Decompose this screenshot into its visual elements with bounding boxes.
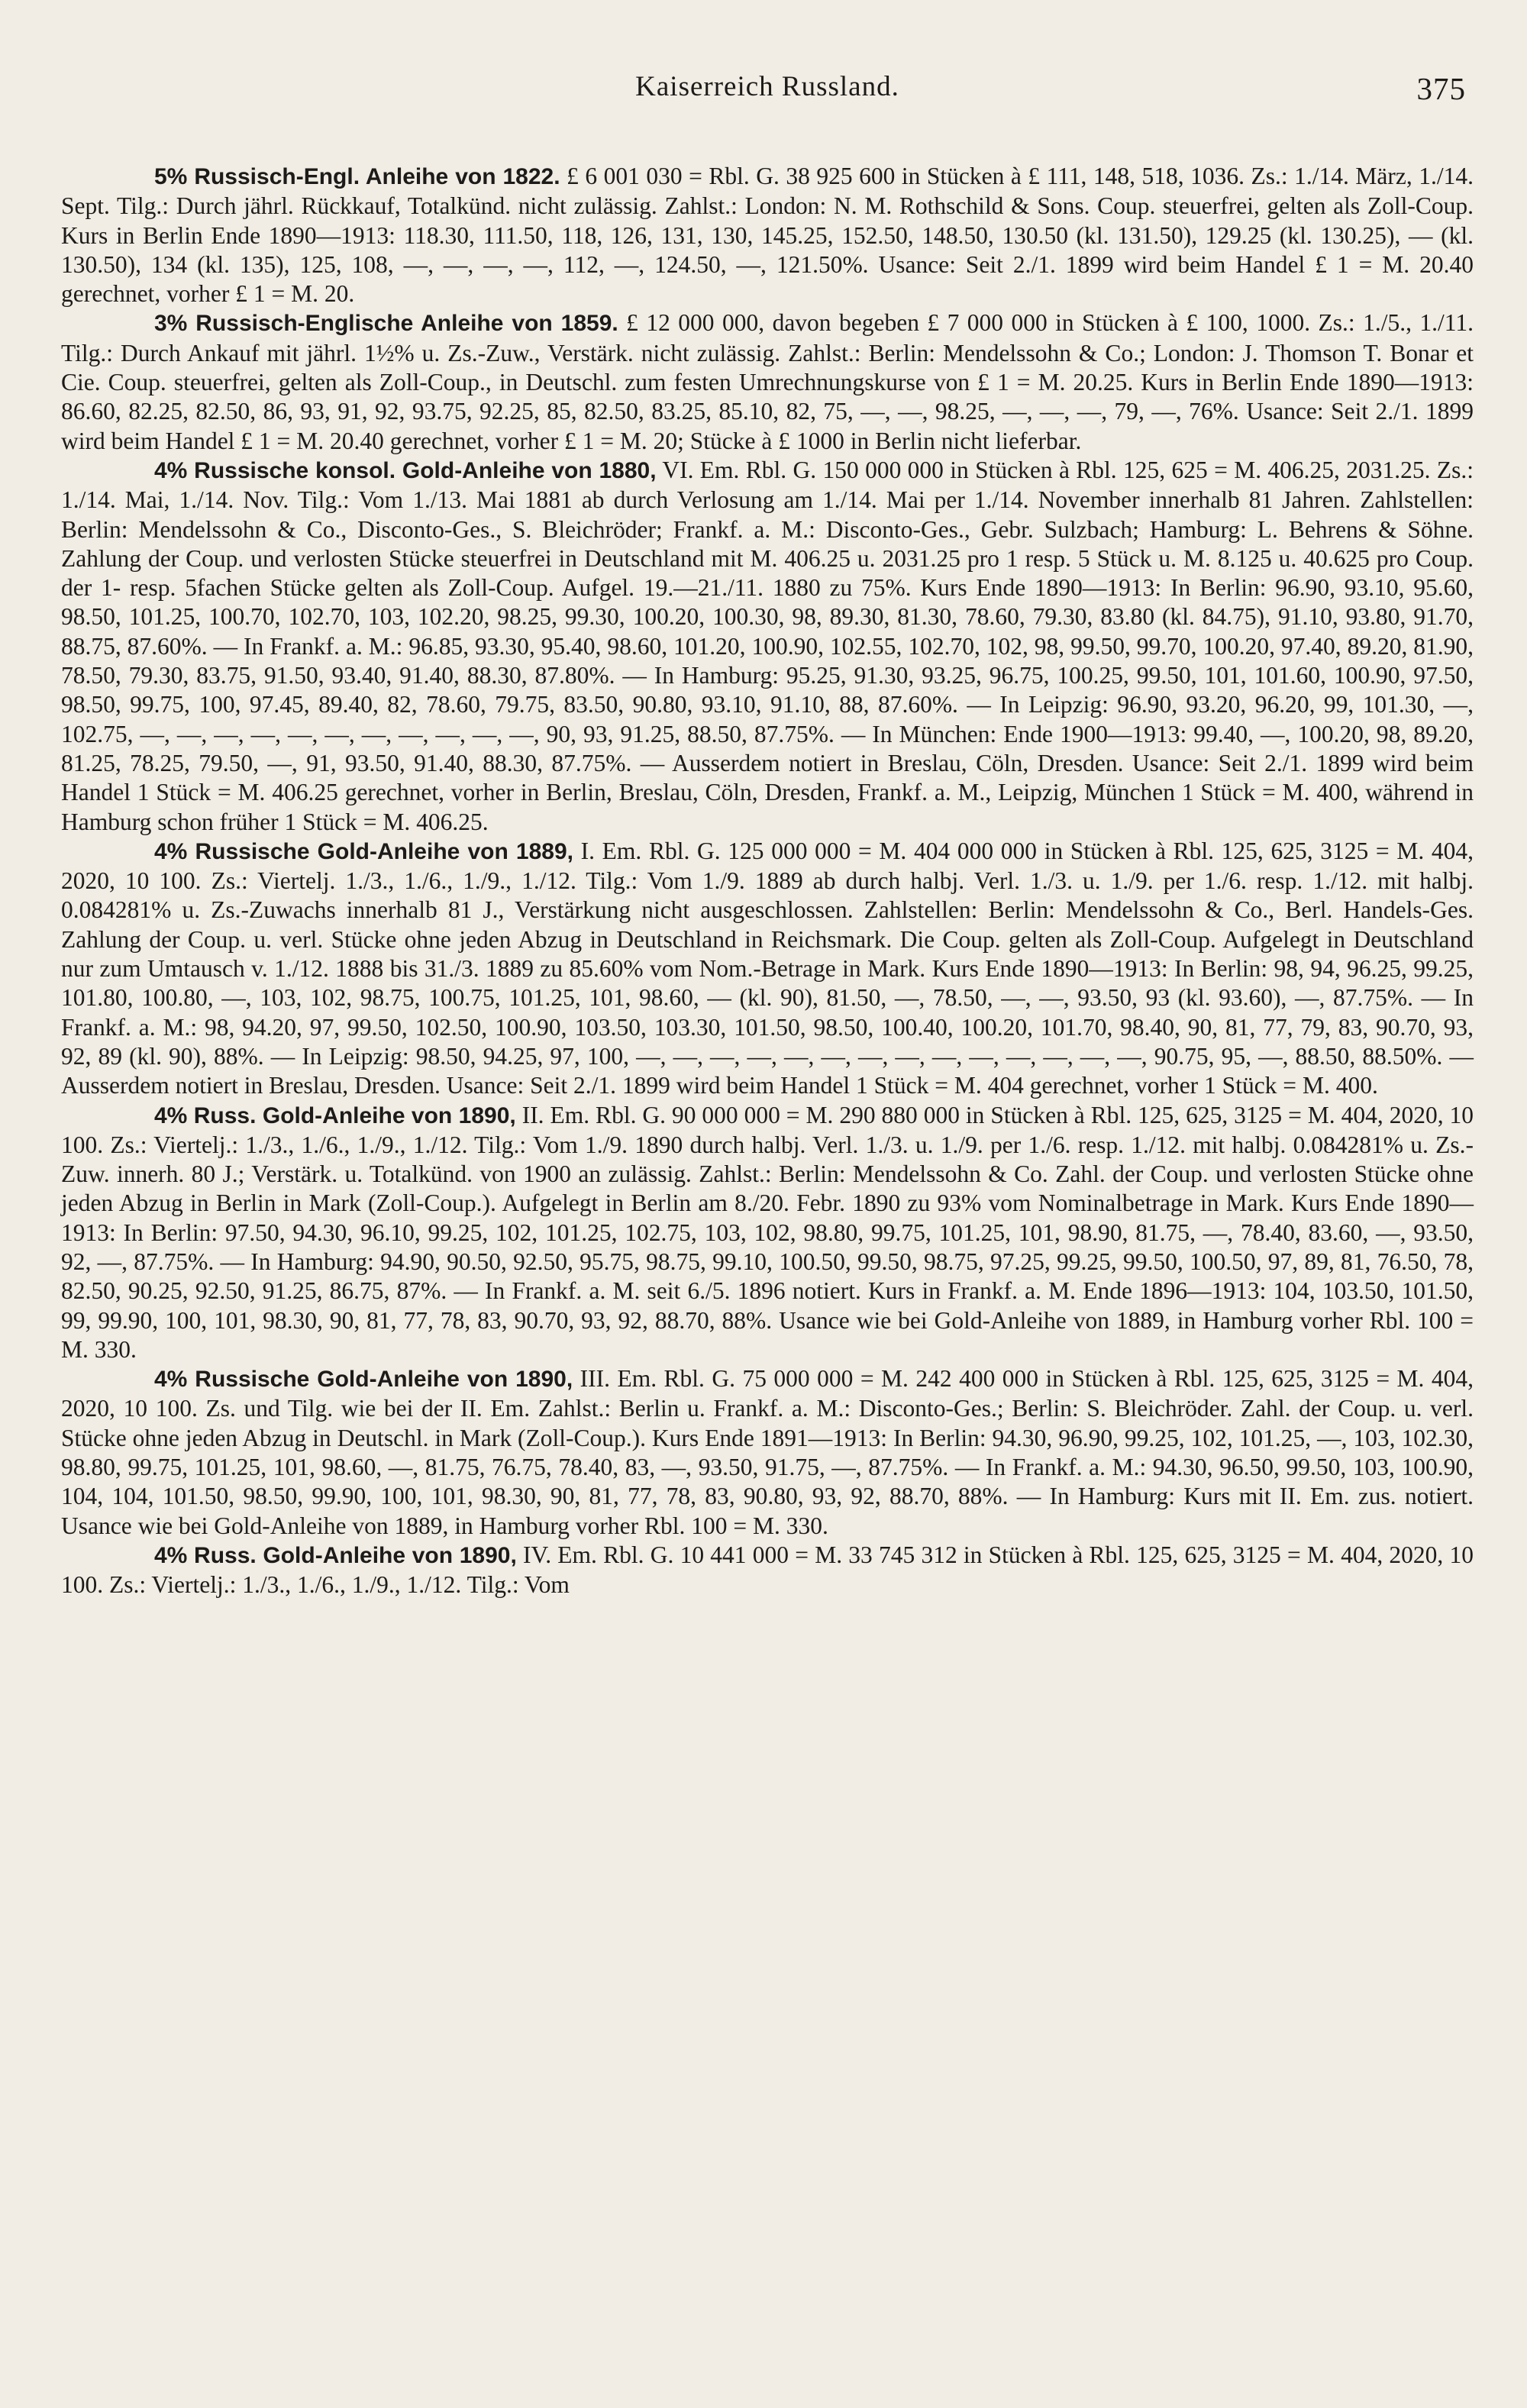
entry-heading: 5% Russisch-Engl. Anleihe von 1822.	[154, 164, 560, 189]
bond-entry-1880	[61, 456, 1474, 837]
entry-text: £ 12 000 000, davon begeben £ 7 000 000 in Stücken à £ 100, 1000. Zs.: 1./5., 1./11. Tilg.: Durch Ankauf mit jährl. 1½% u. Zs.-Zuw., Verstärk. nicht zulässig. Zahlst.: Berlin: Mendelssohn & Co.; London: J. Thomson T. Bonar et Cie. Coup. steuerfrei, gelten als Zoll-Coup., in Deutschl. zum festen Umrechnungskurse von £ 1 = M. 20.25. Kurs in Berlin Ende 1890—1913: 86.60, 82.25, 82.50, 86, 93, 91, 92, 93.75, 92.25, 85, 82.50, 83.25, 85.10, 82, 75, —, —, 98.25, —, —, —, 79, —, 76%. Usance: Seit 2./1. 1899 wird beim Handel £ 1 = M. 20.40 gerechnet, vorher £ 1 = M. 20; Stücke à £ 1000 in Berlin nicht lieferbar.	[61, 309, 1474, 454]
entry-heading: 4% Russische Gold-Anleihe von 1889,	[154, 838, 573, 864]
entry-text: III. Em. Rbl. G. 75 000 000 = M. 242 400 000 in Stücken à Rbl. 125, 625, 3125 = M. 404, 2020, 10 100. Zs. und Tilg. wie bei der II. Em. Zahlst.: Berlin u. Frankf. a. M.: Disconto-Ges.; Berlin: S. Bleichröder. Zahl. der Coup. u. verl. Stücke ohne jeden Abzug in Deutschl. in Mark (Zoll-Coup.). Kurs Ende 1891—1913: In Berlin: 94.30, 96.90, 99.25, 102, 101.25, —, 103, 102.30, 98.80, 99.75, 101.25, 101, 98.60, —, 81.75, 76.75, 78.40, 83, —, 93.50, 91.75, —, 87.75%. — In Frankf. a. M.: 94.30, 96.50, 99.50, 103, 100.90, 104, 104, 101.50, 98.50, 99.90, 100, 101, 98.30, 90, 81, 77, 78, 83, 90.80, 93, 92, 88.70, 88%. — In Hamburg: Kurs mit II. Em. zus. notiert. Usance wie bei Gold-Anleihe von 1889, in Hamburg vorher Rbl. 100 = M. 330.	[61, 1365, 1474, 1539]
bond-entry-1890-iii	[61, 1364, 1474, 1541]
bond-entry-1859	[61, 308, 1474, 455]
entry-text: VI. Em. Rbl. G. 150 000 000 in Stücken à Rbl. 125, 625 = M. 406.25, 2031.25. Zs.: 1./14. Mai, 1./14. Nov. Tilg.: Vom 1./13. Mai 1881 ab durch Verlosung am 1./14. Mai per 1./14. November innerhalb 81 Jahren. Zahlstellen: Berlin: Mendelssohn & Co., Disconto-Ges., S. Bleichröder; Frankf. a. M.: Disconto-Ges., Gebr. Sulzbach; Hamburg: L. Behrens & Söhne. Zahlung der Coup. und verlosten Stücke steuerfrei in Deutschland mit M. 406.25 u. 2031.25 pro 1 resp. 5 Stück u. M. 8.125 u. 40.625 pro Coup. der 1- resp. 5fachen Stücke gelten als Zoll-Coup. Aufgel. 19.—21./11. 1880 zu 75%. Kurs Ende 1890—1913: In Berlin: 96.90, 93.10, 95.60, 98.50, 101.25, 100.70, 102.70, 103, 102.20, 98.25, 99.30, 100.20, 100.30, 98, 89.30, 81.30, 78.60, 79.30, 83.80 (kl. 84.75), 91.10, 93.80, 91.70, 88.75, 87.60%. — In Frankf. a. M.: 96.85, 93.30, 95.40, 98.60, 101.20, 100.90, 102.55, 102.70, 102, 98, 99.50, 99.70, 100.20, 97.40, 89.20, 81.90, 78.50, 79.30, 83.75, 91.50, 93.40, 91.40, 88.30, 87.80%. — In Hamburg: 95.25, 91.30, 93.25, 96.75, 100.25, 99.50, 101, 101.60, 100.90, 97.50, 98.50, 99.75, 100, 97.45, 89.40, 82, 78.60, 79.75, 83.50, 90.80, 93.10, 91.10, 88, 87.60%. — In Leipzig: 96.90, 93.20, 96.20, 99, 101.30, —, 102.75, —, —, —, —, —, —, —, —, —, —, —, 90, 93, 91.25, 88.50, 87.75%. — In München: Ende 1900—1913: 99.40, —, 100.20, 98, 89.20, 81.25, 78.25, 79.50, —, 91, 93.50, 91.40, 88.30, 87.75%. — Ausserdem notiert in Breslau, Cöln, Dresden. Usance: Seit 2./1. 1899 wird beim Handel 1 Stück = M. 406.25 gerechnet, vorher in Berlin, Breslau, Cöln, Dresden, Frankf. a. M., Leipzig, München 1 Stück = M. 400, während in Hamburg schon früher 1 Stück = M. 406.25.	[61, 456, 1474, 835]
bond-entry-1889	[61, 837, 1474, 1101]
chapter-title: Kaiserreich Russland.	[635, 71, 899, 102]
entry-text: £ 6 001 030 = Rbl. G. 38 925 600 in Stücken à £ 111, 148, 518, 1036. Zs.: 1./14. März, 1./14. Sept. Tilg.: Durch jährl. Rückkauf, Totalkünd. nicht zulässig. Zahlst.: London: N. M. Rothschild & Sons. Coup. steuerfrei, gelten als Zoll-Coup. Kurs in Berlin Ende 1890—1913: 118.30, 111.50, 118, 126, 131, 130, 145.25, 152.50, 148.50, 130.50 (kl. 131.50), 129.25 (kl. 130.25), — (kl. 130.50), 134 (kl. 135), 125, 108, —, —, —, —, 112, —, 124.50, —, 121.50%. Usance: Seit 2./1. 1899 wird beim Handel £ 1 = M. 20.40 gerechnet, vorher £ 1 = M. 20.	[61, 163, 1474, 308]
entry-text: IV. Em. Rbl. G. 10 441 000 = M. 33 745 312 in Stücken à Rbl. 125, 625, 3125 = M. 404, 2020, 10 100. Zs.: Viertelj.: 1./3., 1./6., 1./9., 1./12. Tilg.: Vom	[61, 1541, 1474, 1599]
bond-entry-1822	[61, 162, 1474, 308]
bond-entry-1890-ii	[61, 1101, 1474, 1365]
running-header	[61, 70, 1474, 116]
bond-entry-1890-iv	[61, 1541, 1474, 1600]
entry-text: I. Em. Rbl. G. 125 000 000 = M. 404 000 000 in Stücken à Rbl. 125, 625, 3125 = M. 404, 2020, 10 100. Zs.: Viertelj. 1./3., 1./6., 1./9., 1./12. Tilg.: Vom 1./9. 1889 ab durch halbj. Verl. 1./3. u. 1./9. per 1./6. resp. 1./12. mit halbj. 0.084281% u. Zs.-Zuwachs innerhalb 81 J., Verstärkung nicht ausgeschlossen. Zahlstellen: Berlin: Mendelssohn & Co., Berl. Handels-Ges. Zahlung der Coup. u. verl. Stücke ohne jeden Abzug in Deutschland in Reichsmark. Die Coup. gelten als Zoll-Coup. Aufgelegt in Deutschland nur zum Umtausch v. 1./12. 1888 bis 31./3. 1889 zu 85.60% vom Nom.-Betrage in Mark. Kurs Ende 1890—1913: In Berlin: 98, 94, 96.25, 99.25, 101.80, 100.80, —, 103, 102, 98.75, 100.75, 101.25, 101, 98.60, — (kl. 90), 81.50, —, 78.50, —, —, 93.50, 93 (kl. 93.60), —, 87.75%. — In Frankf. a. M.: 98, 94.20, 97, 99.50, 102.50, 100.90, 103.50, 103.30, 101.50, 98.50, 100.40, 100.20, 101.70, 98.40, 90, 81, 77, 79, 83, 90.70, 93, 92, 89 (kl. 90), 88%. — In Leipzig: 98.50, 94.25, 97, 100, —, —, —, —, —, —, —, —, —, —, —, —, —, —, 90.75, 95, —, 88.50, 88.50%. — Ausserdem notiert in Breslau, Dresden. Usance: Seit 2./1. 1899 wird beim Handel 1 Stück = M. 404 gerechnet, vorher 1 Stück = M. 400.	[61, 837, 1474, 1099]
entry-heading: 3% Russisch-Englische Anleihe von 1859.	[154, 311, 618, 337]
page-body	[61, 162, 1474, 1600]
entry-heading: 4% Russ. Gold-Anleihe von 1890,	[154, 1542, 517, 1568]
page-number: 375	[1416, 71, 1466, 106]
entry-heading: 4% Russische Gold-Anleihe von 1890,	[154, 1367, 573, 1393]
entry-heading: 4% Russische konsol. Gold-Anleihe von 1880,	[154, 457, 657, 483]
entry-heading: 4% Russ. Gold-Anleihe von 1890,	[154, 1102, 516, 1128]
entry-text: II. Em. Rbl. G. 90 000 000 = M. 290 880 000 in Stücken à Rbl. 125, 625, 3125 = M. 404, 2020, 10 100. Zs.: Viertelj.: 1./3., 1./6., 1./9., 1./12. Tilg.: Vom 1./9. 1890 durch halbj. Verl. 1./3. u. 1./9. per 1./6. resp. 1./12. mit halbj. 0.084281% u. Zs.-Zuw. innerh. 80 J.; Verstärk. u. Totalkünd. von 1900 an zulässig. Zahlst.: Berlin: Mendelssohn & Co. Zahl. der Coup. und verlosten Stücke ohne jeden Abzug in Berlin in Mark (Zoll-Coup.). Aufgelegt in Berlin am 8./20. Febr. 1890 zu 93% vom Nominalbetrage in Mark. Kurs Ende 1890—1913: In Berlin: 97.50, 94.30, 96.10, 99.25, 102, 101.25, 102.75, 103, 102, 98.80, 99.75, 101.25, 101, 98.90, 81.75, —, 78.40, 83.60, —, 93.50, 92, —, 87.75%. — In Hamburg: 94.90, 90.50, 92.50, 95.75, 98.75, 99.10, 100.50, 99.50, 98.75, 97.25, 99.25, 99.50, 100.50, 97, 89, 81, 76.50, 78, 82.50, 90.25, 92.50, 91.25, 86.75, 87%. — In Frankf. a. M. seit 6./5. 1896 notiert. Kurs in Frankf. a. M. Ende 1896—1913: 104, 103.50, 101.50, 99, 99.90, 100, 101, 98.30, 90, 81, 77, 78, 83, 90.70, 93, 92, 88.70, 88%. Usance wie bei Gold-Anleihe von 1889, in Hamburg vorher Rbl. 100 = M. 330.	[61, 1101, 1474, 1363]
